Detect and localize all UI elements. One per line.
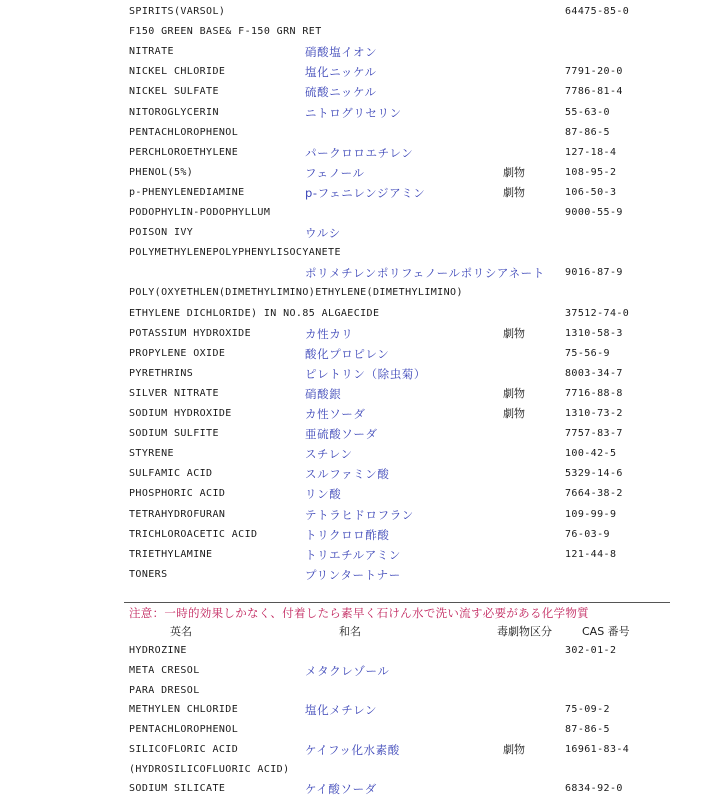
cas-number: 55-63-0 bbox=[565, 106, 610, 118]
chemical-japanese-name: プリンタートナー bbox=[305, 567, 401, 582]
cas-number: 87-86-5 bbox=[565, 126, 610, 138]
chemical-english-name: NICKEL SULFATE bbox=[129, 86, 219, 98]
cas-number: 109-99-9 bbox=[565, 508, 617, 520]
chemical-english-name: SILVER NITRATE bbox=[129, 387, 219, 399]
cas-number: 7716-88-8 bbox=[565, 387, 623, 399]
chemical-row bbox=[0, 104, 710, 122]
toxicity-class: 劇物 bbox=[503, 386, 525, 400]
chemical-row bbox=[0, 721, 710, 739]
chemical-english-name: TRICHLOROACETIC ACID bbox=[129, 528, 258, 540]
chemical-english-name: F150 GREEN BASE& F-150 GRN RET bbox=[129, 26, 322, 38]
chemical-row bbox=[0, 465, 710, 483]
chemical-japanese-name: フェノール bbox=[305, 165, 365, 180]
chemical-row bbox=[0, 224, 710, 242]
chemical-english-name: SILICOFLORIC ACID bbox=[129, 743, 239, 755]
cas-number: 9016-87-9 bbox=[565, 267, 623, 279]
cas-number: 87-86-5 bbox=[565, 724, 610, 735]
chemical-japanese-name: 硫酸ニッケル bbox=[305, 85, 377, 100]
chemical-row bbox=[0, 642, 710, 660]
chemical-japanese-name: トリエチルアミン bbox=[305, 547, 401, 562]
chemical-japanese-name: 亜硫酸ソーダ bbox=[305, 427, 378, 442]
chemical-japanese-name: スルファミン酸 bbox=[305, 467, 390, 482]
chemical-row bbox=[0, 385, 710, 403]
chemical-japanese-name: 硝酸銀 bbox=[305, 386, 342, 401]
chemical-english-name: TRIETHYLAMINE bbox=[129, 548, 213, 560]
chemical-row bbox=[0, 445, 710, 463]
chemical-english-name: PARA DRESOL bbox=[129, 684, 200, 696]
toxicity-class: 劇物 bbox=[503, 185, 525, 199]
chemical-english-name: SODIUM SILICATE bbox=[129, 783, 226, 795]
chemical-english-name: PODOPHYLIN-PODOPHYLLUM bbox=[129, 207, 271, 218]
chemical-row bbox=[0, 485, 710, 503]
chemical-row bbox=[0, 264, 710, 282]
chemical-japanese-name: パークロロエチレン bbox=[305, 145, 414, 160]
cas-number: 7791-20-0 bbox=[565, 66, 623, 78]
chemical-english-name: HYDROZINE bbox=[129, 645, 187, 656]
chemical-japanese-name: ケイ酸ソーダ bbox=[305, 782, 377, 797]
chemical-japanese-name: ケイフッ化水素酸 bbox=[305, 742, 400, 757]
cas-number: 7786-81-4 bbox=[565, 86, 623, 98]
chemical-english-name: META CRESOL bbox=[129, 664, 200, 676]
chemical-japanese-name: ニトログリセリン bbox=[305, 105, 402, 120]
header-japanese-name: 和名 bbox=[339, 625, 361, 638]
chemical-english-name: PROPYLENE OXIDE bbox=[129, 347, 226, 359]
chemical-japanese-name: スチレン bbox=[305, 447, 353, 462]
chemical-english-name: POTASSIUM HYDROXIDE bbox=[129, 327, 251, 339]
cas-number: 76-03-9 bbox=[565, 528, 610, 540]
chemical-row bbox=[0, 164, 710, 182]
chemical-row bbox=[0, 425, 710, 443]
chemical-english-name: PENTACHLOROPHENOL bbox=[129, 126, 239, 138]
chemical-english-name: TONERS bbox=[129, 568, 168, 580]
chemical-row bbox=[0, 741, 710, 759]
cas-number: 75-09-2 bbox=[565, 704, 610, 716]
toxicity-class: 劇物 bbox=[503, 407, 525, 420]
chemical-japanese-name: 塩化メチレン bbox=[305, 703, 378, 718]
chemical-english-name: NITRATE bbox=[129, 46, 174, 58]
chemical-row bbox=[0, 124, 710, 142]
chemical-row bbox=[0, 63, 710, 81]
chemical-japanese-name: ウルシ bbox=[305, 226, 341, 241]
toxicity-class: 劇物 bbox=[503, 742, 525, 756]
chemical-english-name: PYRETHRINS bbox=[129, 367, 194, 379]
chemical-row bbox=[0, 325, 710, 343]
cas-number: 5329-14-6 bbox=[565, 468, 623, 480]
cas-number: 121-44-8 bbox=[565, 548, 617, 560]
chemical-row bbox=[0, 345, 710, 363]
chemical-japanese-name: p-フェニレンジアミン bbox=[305, 185, 426, 200]
chemical-japanese-name: ピレトリン（除虫菊） bbox=[305, 366, 426, 381]
chemical-japanese-name: メタクレゾール bbox=[305, 663, 390, 678]
cas-number: 9000-55-9 bbox=[565, 207, 623, 218]
chemical-row bbox=[0, 405, 710, 423]
cas-number: 108-95-2 bbox=[565, 166, 617, 178]
cas-number: 75-56-9 bbox=[565, 347, 610, 359]
header-cas-number: CAS 番号 bbox=[582, 625, 630, 638]
chemical-row bbox=[0, 83, 710, 101]
header-english-name: 英名 bbox=[170, 625, 192, 638]
chemical-japanese-name: 酸化プロピレン bbox=[305, 346, 390, 361]
caution-note: 注意：一時的効果しかなく、付着したら素早く石けん水で洗い流す必要がある化学物質 bbox=[129, 606, 589, 620]
chemical-row bbox=[0, 244, 710, 262]
chemical-english-name: STYRENE bbox=[129, 448, 174, 460]
cas-number: 8003-34-7 bbox=[565, 367, 623, 379]
cas-number: 16961-83-4 bbox=[565, 743, 630, 755]
cas-number: 7757-83-7 bbox=[565, 428, 623, 440]
chemical-row bbox=[0, 761, 710, 779]
chemical-row bbox=[0, 566, 710, 584]
chemical-english-name: PHOSPHORIC ACID bbox=[129, 488, 226, 500]
chemical-row bbox=[0, 3, 710, 21]
chemical-english-name: PENTACHLOROPHENOL bbox=[129, 724, 239, 735]
cas-number: 106-50-3 bbox=[565, 186, 617, 198]
chemical-english-name: p-PHENYLENEDIAMINE bbox=[129, 186, 245, 198]
chemical-english-name: (HYDROSILICOFLUORIC ACID) bbox=[129, 763, 290, 775]
chemical-japanese-name: 塩化ニッケル bbox=[305, 65, 377, 80]
chemical-japanese-name: テトラヒドロフラン bbox=[305, 507, 414, 522]
chemical-japanese-name: カ性ソーダ bbox=[305, 407, 366, 421]
chemical-english-name: ETHYLENE DICHLORIDE) IN NO.85 ALGAECIDE bbox=[129, 307, 380, 319]
chemical-english-name: PERCHLOROETHYLENE bbox=[129, 146, 239, 158]
chemical-japanese-name: ポリメチレンポリフェノールポリシアネート bbox=[305, 266, 545, 281]
chemical-english-name: METHYLEN CHLORIDE bbox=[129, 704, 239, 716]
chemical-english-name: TETRAHYDROFURAN bbox=[129, 508, 226, 520]
chemical-english-name: SPIRITS(VARSOL) bbox=[129, 6, 226, 17]
cas-number: 6834-92-0 bbox=[565, 783, 623, 795]
chemical-row bbox=[0, 506, 710, 524]
chemical-english-name: NITOROGLYCERIN bbox=[129, 106, 219, 118]
cas-number: 1310-73-2 bbox=[565, 408, 623, 419]
toxicity-class: 劇物 bbox=[503, 165, 525, 179]
chemical-english-name: SODIUM SULFITE bbox=[129, 428, 219, 440]
chemical-english-name: SULFAMIC ACID bbox=[129, 468, 213, 480]
chemical-english-name: PHENOL(5%) bbox=[129, 166, 194, 178]
cas-number: 302-01-2 bbox=[565, 645, 617, 656]
chemical-english-name: POLY(OXYETHLEN(DIMETHYLIMINO)ETHYLENE(DIMETHYLIMINO) bbox=[129, 287, 463, 299]
cas-number: 7664-38-2 bbox=[565, 488, 623, 500]
cas-number: 64475-85-0 bbox=[565, 6, 630, 17]
chemical-row bbox=[0, 365, 710, 383]
chemical-english-name: POLYMETHYLENEPOLYPHENYLISOCYANETE bbox=[129, 247, 341, 259]
cas-number: 127-18-4 bbox=[565, 146, 617, 158]
chemical-english-name: POISON IVY bbox=[129, 227, 194, 239]
chemical-row bbox=[0, 546, 710, 564]
chemical-row bbox=[0, 43, 710, 61]
chemical-row bbox=[0, 526, 710, 544]
chemical-row bbox=[0, 780, 710, 798]
chemical-japanese-name: カ性カリ bbox=[305, 326, 354, 341]
chemical-row bbox=[0, 284, 710, 302]
chemical-english-name: SODIUM HYDROXIDE bbox=[129, 408, 232, 419]
cas-number: 37512-74-0 bbox=[565, 307, 630, 319]
chemical-english-name: NICKEL CHLORIDE bbox=[129, 66, 226, 78]
chemical-japanese-name: リン酸 bbox=[305, 487, 342, 502]
chemical-row bbox=[0, 204, 710, 222]
chemical-japanese-name: トリクロロ酢酸 bbox=[305, 527, 390, 542]
header-toxicity-class: 毒劇物区分 bbox=[497, 625, 552, 638]
chemical-row bbox=[0, 662, 710, 680]
chemical-row bbox=[0, 184, 710, 202]
cas-number: 1310-58-3 bbox=[565, 327, 623, 339]
chemical-japanese-name: 硝酸塩イオン bbox=[305, 45, 378, 60]
chemical-row bbox=[0, 701, 710, 719]
chemical-row bbox=[0, 682, 710, 700]
chemical-row bbox=[0, 144, 710, 162]
chemical-row bbox=[0, 305, 710, 323]
toxicity-class: 劇物 bbox=[503, 326, 525, 340]
chemical-row bbox=[0, 23, 710, 41]
cas-number: 100-42-5 bbox=[565, 448, 617, 460]
